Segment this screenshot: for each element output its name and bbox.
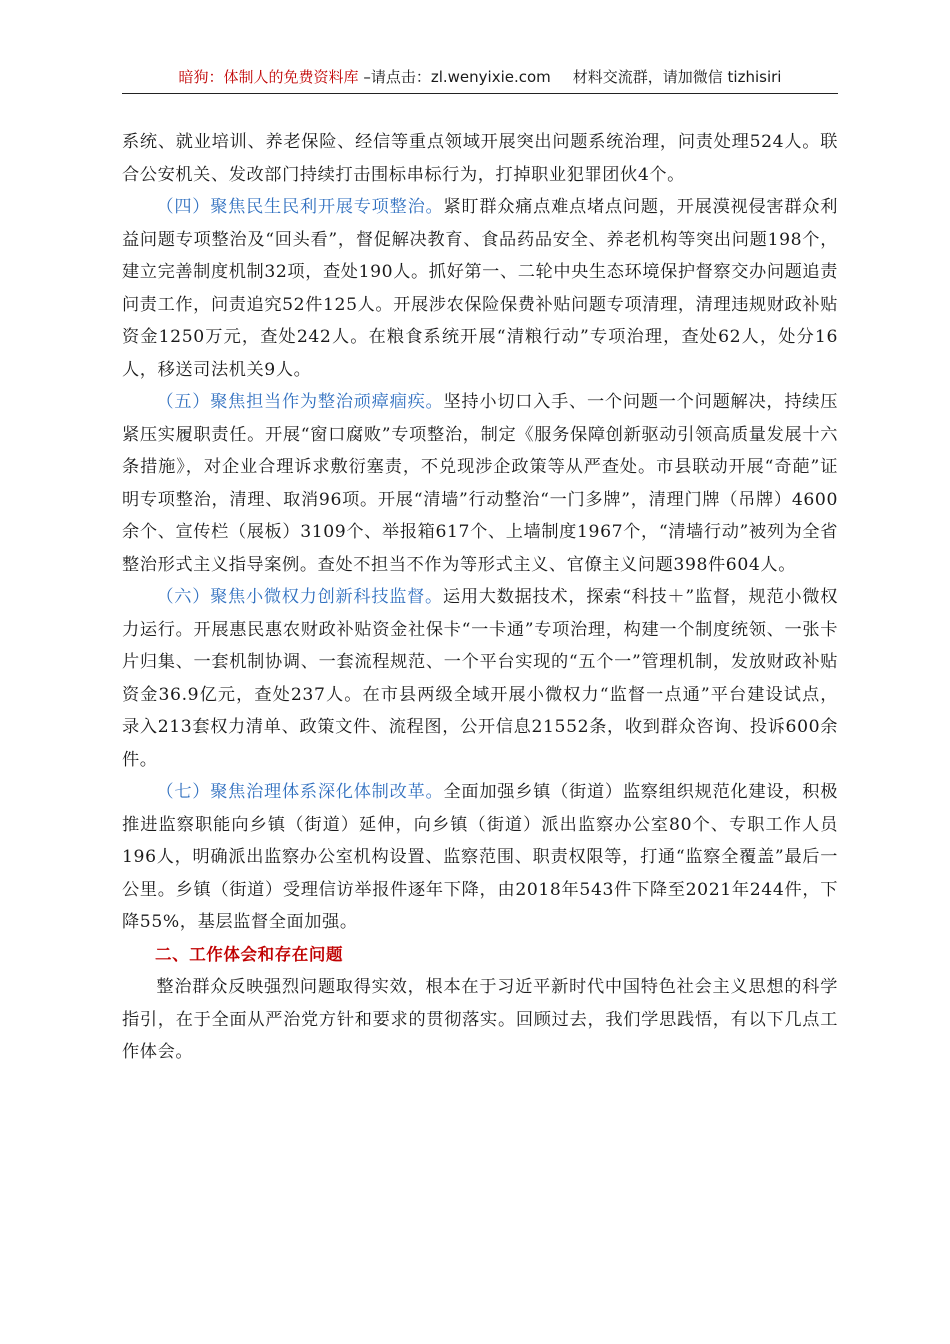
section-title-7: （七）聚焦治理体系深化体制改革。 <box>156 782 444 802</box>
paragraph-section-6 <box>122 581 838 776</box>
document-body <box>122 126 838 1069</box>
section-body-4: 紧盯群众痛点难点堵点问题，开展漠视侵害群众利益问题专项整治及“回头看”，督促解决教育、食品药品安全、养老机构等突出问题198个，建立完善制度机制32项，查处190人。抓好第一、二轮中央生态环境保护督察交办问题追责问责工作，问责追究52件125人。开展涉农保险保费补贴问题专项清理，清理违规财政补贴资金1250万元，查处242人。在粮食系统开展“清粮行动”专项治理，查处62人，处分16人，移送司法机关9人。 <box>122 197 838 380</box>
section-body-6: 运用大数据技术，探索“科技＋”监督，规范小微权力运行。开展惠民惠农财政补贴资金社保卡“一卡通”专项治理，构建一个制度统领、一张卡片归集、一套机制协调、一套流程规范、一个平台实现的“五个一”管理机制，发放财政补贴资金36.9亿元，查处237人。在市县两级全域开展小微权力“监督一点通”平台建设试点，录入213套权力清单、政策文件、流程图，公开信息21552条，收到群众咨询、投诉600余件。 <box>122 587 838 770</box>
header-wechat-note: 材料交流群，请加微信 tizhisiri <box>572 68 782 86</box>
chapter-heading-2: 二、工作体会和存在问题 <box>155 944 344 964</box>
section-title-4: （四）聚焦民生民利开展专项整治。 <box>156 197 444 217</box>
header-divider <box>122 93 838 94</box>
paragraph-section-5 <box>122 386 838 581</box>
section-body-5: 坚持小切口入手、一个问题一个问题解决，持续压紧压实履职责任。开展“窗口腐败”专项整治，制定《服务保障创新驱动引领高质量发展十六条措施》，对企业合理诉求敷衍塞责，不兑现涉企政策等从严查处。市县联动开展“奇葩”证明专项整治，清理、取消96项。开展“清墙”行动整治“一门多牌”，清理门牌（吊牌）4600余个、宣传栏（展板）3109个、举报箱617个、上墙制度1967个，“清墙行动”被列为全省整治形式主义指导案例。查处不担当不作为等形式主义、官僚主义问题398件604人。 <box>122 392 838 575</box>
paragraph-section-7 <box>122 776 838 939</box>
section-body-7: 全面加强乡镇（街道）监察组织规范化建设，积极推进监察职能向乡镇（街道）延伸，向乡镇（街道）派出监察办公室80个、专职工作人员196人，明确派出监察办公室机构设置、监察范围、职责权限等，打通“监察全覆盖”最后一公里。乡镇（街道）受理信访举报件逐年下降，由2018年543件下降至2021年244件，下降55%，基层监督全面加强。 <box>122 782 838 932</box>
header-link[interactable]: –请点击：zl.wenyixie.com <box>358 68 551 86</box>
header-site-name: 暗狗：体制人的免费资料库 <box>178 68 359 86</box>
section-title-6: （六）聚焦小微权力创新科技监督。 <box>156 587 443 607</box>
page-header <box>122 66 838 88</box>
paragraph-section-4 <box>122 191 838 386</box>
section-title-5: （五）聚焦担当作为整治顽瘴痼疾。 <box>156 392 444 412</box>
paragraph-summary: 整治群众反映强烈问题取得实效，根本在于习近平新时代中国特色社会主义思想的科学指引，在于全面从严治党方针和要求的贯彻落实。回顾过去，我们学思践悟，有以下几点工作体会。 <box>122 977 838 1062</box>
paragraph-continued: 系统、就业培训、养老保险、经信等重点领域开展突出问题系统治理，问责处理524人。联合公安机关、发改部门持续打击围标串标行为，打掉职业犯罪团伙4个。 <box>122 132 838 185</box>
